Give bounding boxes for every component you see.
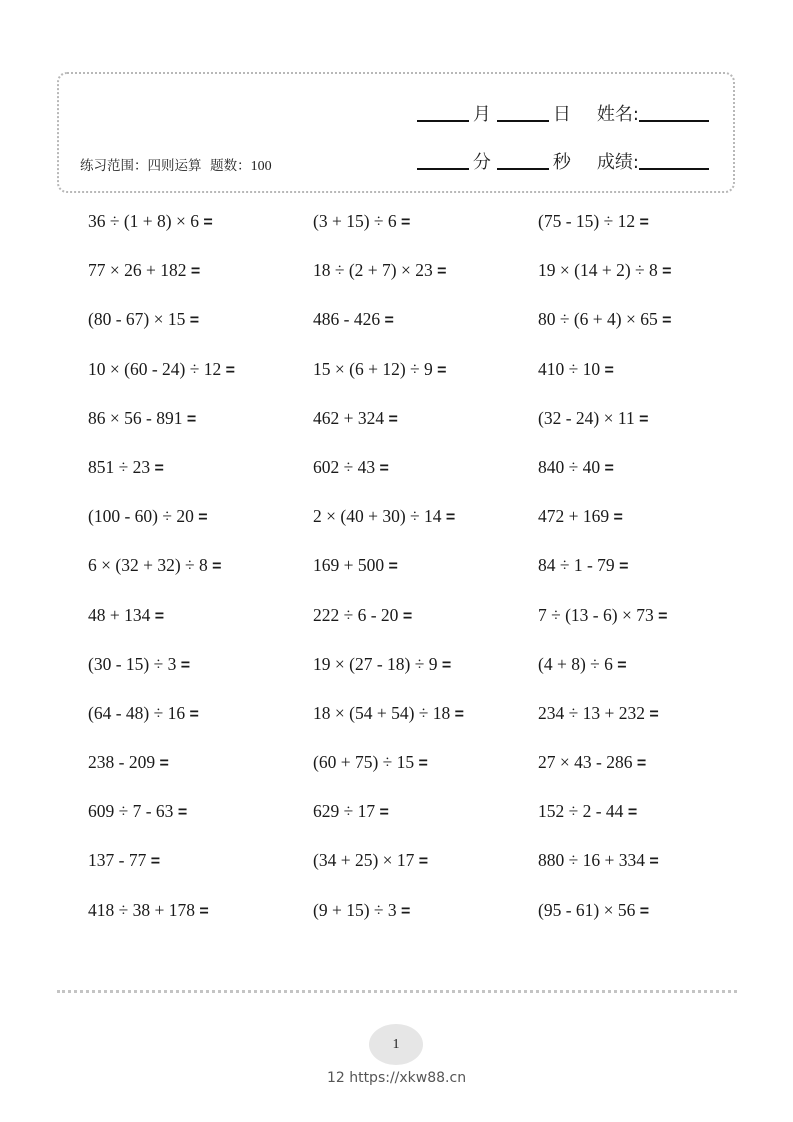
problem-expression: (4 + 8) ÷ 6 [538, 653, 618, 674]
problem-item [88, 895, 313, 944]
equals-sign: = [379, 459, 389, 477]
problem-expression: (34 + 25) × 17 [313, 850, 419, 871]
problem-expression: 15 × (6 + 12) ÷ 9 [313, 358, 438, 379]
equals-sign: = [154, 607, 165, 625]
name-label: 姓名: [596, 104, 639, 125]
equals-sign: = [159, 755, 169, 773]
equals-sign: = [379, 804, 389, 822]
date-name-row [417, 100, 709, 126]
problem-expression: 486 - 426 [313, 309, 385, 330]
problem-expression: 19 × (14 + 2) ÷ 8 [538, 260, 663, 281]
problem-item [313, 747, 538, 796]
problem-expression: 18 ÷ (2 + 7) × 23 [313, 260, 438, 281]
problem-row [88, 796, 763, 845]
problem-item [313, 845, 538, 894]
problem-expression: (30 - 15) ÷ 3 [88, 653, 181, 674]
equals-sign: = [613, 509, 623, 527]
equals-sign: = [636, 755, 647, 773]
problem-expression: 27 × 43 - 286 [538, 752, 637, 773]
problem-expression: 602 ÷ 43 [313, 456, 380, 477]
problem-item [88, 452, 313, 501]
equals-sign: = [627, 804, 638, 822]
equals-sign: = [658, 607, 668, 625]
problem-item [538, 403, 763, 452]
problem-expression: 152 ÷ 2 - 44 [538, 801, 628, 822]
problem-expression: 609 ÷ 7 - 63 [88, 801, 178, 822]
equals-sign: = [154, 459, 164, 477]
problem-item [313, 550, 538, 599]
equals-sign: = [189, 705, 199, 723]
problem-expression: 472 + 169 [538, 506, 614, 527]
problem-item [88, 600, 313, 649]
problem-expression: 48 + 134 [88, 604, 155, 625]
problem-row [88, 698, 763, 747]
problem-expression: 880 ÷ 16 + 334 [538, 850, 650, 871]
equals-sign: = [384, 312, 394, 330]
problem-row [88, 304, 763, 353]
second-blank[interactable] [497, 168, 549, 170]
day-blank[interactable] [497, 120, 549, 122]
equals-sign: = [617, 656, 627, 674]
problem-expression: 7 ÷ (13 - 6) × 73 [538, 604, 659, 625]
problem-item [538, 354, 763, 403]
problem-row [88, 845, 763, 894]
problem-item [538, 550, 763, 599]
question-count-value: 100 [250, 159, 272, 174]
problem-item [313, 649, 538, 698]
equals-sign: = [662, 263, 672, 281]
minute-blank[interactable] [417, 168, 469, 170]
equals-sign: = [437, 263, 447, 281]
problem-item [313, 403, 538, 452]
problem-expression: 80 ÷ (6 + 4) × 65 [538, 309, 663, 330]
problem-item [313, 698, 538, 747]
equals-sign: = [604, 459, 614, 477]
problem-expression: 77 × 26 + 182 [88, 260, 191, 281]
problem-item [88, 403, 313, 452]
problem-item [88, 354, 313, 403]
problem-item [88, 304, 313, 353]
equals-sign: = [445, 509, 456, 527]
equals-sign: = [639, 410, 649, 428]
problem-expression: (100 - 60) ÷ 20 [88, 506, 199, 527]
problem-item [538, 304, 763, 353]
problem-item [88, 747, 313, 796]
equals-sign: = [212, 558, 222, 576]
problem-expression: 2 × (40 + 30) ÷ 14 [313, 506, 446, 527]
problem-expression: 410 ÷ 10 [538, 358, 605, 379]
problem-expression: 19 × (27 - 18) ÷ 9 [313, 653, 442, 674]
practice-info [80, 154, 272, 175]
problem-expression: 222 ÷ 6 - 20 [313, 604, 403, 625]
equals-sign: = [190, 263, 201, 281]
problem-item [313, 501, 538, 550]
problem-row [88, 255, 763, 304]
page-number: 1 [392, 1036, 400, 1052]
problem-item [88, 845, 313, 894]
problem-item [538, 255, 763, 304]
problem-item [313, 600, 538, 649]
problem-expression: (75 - 15) ÷ 12 [538, 211, 640, 231]
problem-item [313, 452, 538, 501]
equals-sign: = [199, 902, 209, 920]
problem-item [88, 501, 313, 550]
name-blank[interactable] [639, 120, 709, 122]
equals-sign: = [401, 214, 411, 231]
problem-row [88, 895, 763, 944]
equals-sign: = [662, 312, 672, 330]
problem-expression: 234 ÷ 13 + 232 [538, 702, 650, 723]
dotted-divider [57, 990, 737, 993]
problem-item [538, 452, 763, 501]
month-blank[interactable] [417, 120, 469, 122]
equals-sign: = [441, 656, 452, 674]
problem-expression: 238 - 209 [88, 752, 160, 773]
problem-expression: (80 - 67) × 15 [88, 309, 190, 330]
problem-item [538, 649, 763, 698]
problem-expression: 84 ÷ 1 - 79 [538, 555, 620, 576]
problem-expression: 629 ÷ 17 [313, 801, 380, 822]
problem-item [313, 206, 538, 255]
problem-row [88, 600, 763, 649]
equals-sign: = [604, 361, 614, 379]
problem-expression: (64 - 48) ÷ 16 [88, 702, 190, 723]
problem-item [538, 600, 763, 649]
problem-item [313, 895, 538, 944]
problem-expression: 840 ÷ 40 [538, 456, 605, 477]
problem-item [538, 796, 763, 845]
problem-expression: 86 × 56 - 891 [88, 407, 187, 428]
equals-sign: = [186, 410, 197, 428]
equals-sign: = [180, 656, 191, 674]
problem-item [88, 206, 313, 255]
day-label: 日 [552, 104, 571, 125]
problem-item [313, 255, 538, 304]
problem-item [313, 304, 538, 353]
equals-sign: = [649, 853, 659, 871]
score-label: 成绩: [596, 152, 639, 173]
second-label: 秒 [552, 152, 571, 173]
problem-item [538, 747, 763, 796]
equals-sign: = [177, 804, 188, 822]
problem-expression: 169 + 500 [313, 555, 389, 576]
equals-sign: = [418, 755, 428, 773]
equals-sign: = [418, 853, 429, 871]
page-number-badge [369, 1024, 423, 1065]
month-label: 月 [472, 104, 491, 125]
problem-expression: 18 × (54 + 54) ÷ 18 [313, 702, 455, 723]
problem-expression: (9 + 15) ÷ 3 [313, 899, 402, 920]
problem-item [88, 550, 313, 599]
equals-sign: = [401, 902, 411, 920]
problem-item [538, 698, 763, 747]
equals-sign: = [649, 705, 659, 723]
problem-row [88, 403, 763, 452]
equals-sign: = [639, 214, 649, 231]
equals-sign: = [203, 214, 213, 231]
problem-item [88, 255, 313, 304]
problem-item [313, 354, 538, 403]
equals-sign: = [437, 361, 447, 379]
minute-label: 分 [472, 152, 491, 173]
problem-row [88, 452, 763, 501]
problem-expression: 137 - 77 [88, 850, 151, 871]
problem-item [313, 796, 538, 845]
problem-expression: (95 - 61) × 56 [538, 899, 640, 920]
problem-expression: 462 + 324 [313, 407, 389, 428]
equals-sign: = [619, 558, 629, 576]
problem-row [88, 550, 763, 599]
equals-sign: = [388, 410, 398, 428]
equals-sign: = [639, 902, 650, 920]
problem-item [538, 845, 763, 894]
problem-row [88, 747, 763, 796]
problem-expression: 6 × (32 + 32) ÷ 8 [88, 555, 213, 576]
equals-sign: = [388, 558, 398, 576]
problem-item [88, 796, 313, 845]
problem-grid [88, 206, 763, 944]
equals-sign: = [225, 361, 235, 379]
problem-expression: 10 × (60 - 24) ÷ 12 [88, 358, 226, 379]
problem-row [88, 501, 763, 550]
equals-sign: = [189, 312, 200, 330]
equals-sign: = [402, 607, 413, 625]
problem-item [88, 698, 313, 747]
equals-sign: = [454, 705, 464, 723]
problem-expression: (3 + 15) ÷ 6 [313, 211, 402, 231]
question-count-label: 题数： [210, 158, 251, 174]
problem-item [88, 649, 313, 698]
score-blank[interactable] [639, 168, 709, 170]
problem-row [88, 649, 763, 698]
problem-item [538, 206, 763, 255]
problem-item [538, 501, 763, 550]
equals-sign: = [198, 509, 208, 527]
problem-row [88, 206, 763, 255]
problem-row [88, 354, 763, 403]
equals-sign: = [150, 853, 161, 871]
practice-range-label: 练习范围：四则运算 [80, 158, 202, 174]
problem-expression: 851 ÷ 23 [88, 456, 155, 477]
problem-expression: 36 ÷ (1 + 8) × 6 [88, 211, 204, 231]
footer-url: 12 https://xkw88.cn [326, 1070, 467, 1086]
problem-item [538, 895, 763, 944]
worksheet-header [57, 72, 735, 193]
problem-expression: (32 - 24) × 11 [538, 407, 640, 428]
problem-expression: 418 ÷ 38 + 178 [88, 899, 200, 920]
problem-expression: (60 + 75) ÷ 15 [313, 752, 419, 773]
time-score-row [417, 148, 709, 174]
